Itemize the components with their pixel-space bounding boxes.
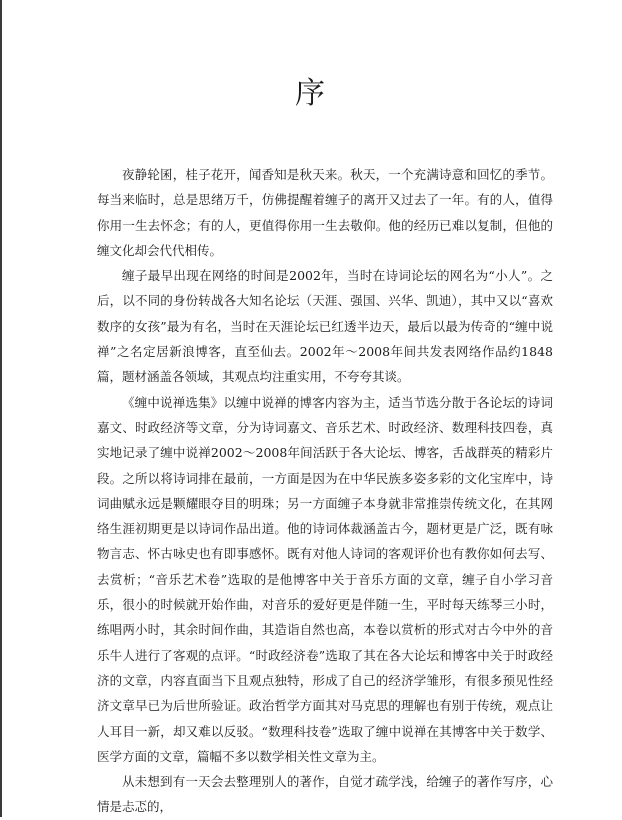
paragraph-2: 缠子最早出现在网络的时间是2002年，当时在诗词论坛的网名为“小人”。之后，以不同的身份转战各大知名论坛（天涯、强国、兴华、凯迪），其中又以“喜欢数序的女孩”最为有名，当时在天涯论坛已红透半边天，最后以最为传奇的“缠中说禅”之名定居新浪博客，直至仙去。2002年～2008年间共发表网络作品约1848篇，题材涵盖各领域，其观点均注重实用，不夸夸其谈。 [97, 268, 553, 385]
paragraph-4: 从未想到有一天会去整理别人的著作，自觉才疏学浅，给缠子的著作写序，心情是忐忑的， [97, 774, 553, 815]
page-title: 序 [295, 76, 327, 111]
paragraph-3: 《缠中说禅选集》以缠中说禅的博客内容为主，适当节选分散于各论坛的诗词嘉文、时政经济等文章，分为诗词嘉文、音乐艺术、时政经济、数理科技四卷，真实地记录了缠中说禅2002～2008年间活跃于各大论坛、博客，舌战群英的精彩片段。之所以将诗词排在最前，一方面是因为在中华民族多姿多彩的文化宝库中，诗词曲赋永远是颗耀眼夺目的明珠；另一方面缠子本身就非常推崇传统文化，在其网络生涯初期更是以诗词作品出道。他的诗词体裁涵盖古今，题材更是广泛，既有咏物言志、怀古咏史也有即事感怀。既有对他人诗词的客观评价也有教你如何去写、去赏析；“音乐艺术卷”选取的是他博客中关于音乐方面的文章，缠子自小学习音乐，很小的时候就开始作曲，对音乐的爱好更是伴随一生，平时每天练琴三小时，练唱两小时，其余时间作曲，其造诣自然也高，本卷以赏析的形式对古今中外的音乐牛人进行了客观的点评。“时政经济卷”选取了其在各大论坛和博客中关于时政经济的文章，内容直面当下且观点独特，形成了自己的经济学雏形，有很多预见性经济文章早已为后世所验证。政治哲学方面其对马克思的理解也有别于传统，观点让人耳目一新，却又难以反驳。“数理科技卷”选取了缠中说禅在其博客中关于数学、医学方面的文章，篇幅不多以数学相关性文章为主。 [97, 394, 553, 764]
preface-body [97, 162, 553, 820]
paragraph-1: 夜静轮囷，桂子花开，闻香知是秋天来。秋天，一个充满诗意和回忆的季节。每当来临时，总是思绪万千，仿佛提醒着缠子的离开又过去了一年。有的人，值得你用一生去怀念；有的人，更值得你用一生去敬仰。他的经历已难以复制，但他的缠文化却会代代相传。 [97, 167, 553, 258]
